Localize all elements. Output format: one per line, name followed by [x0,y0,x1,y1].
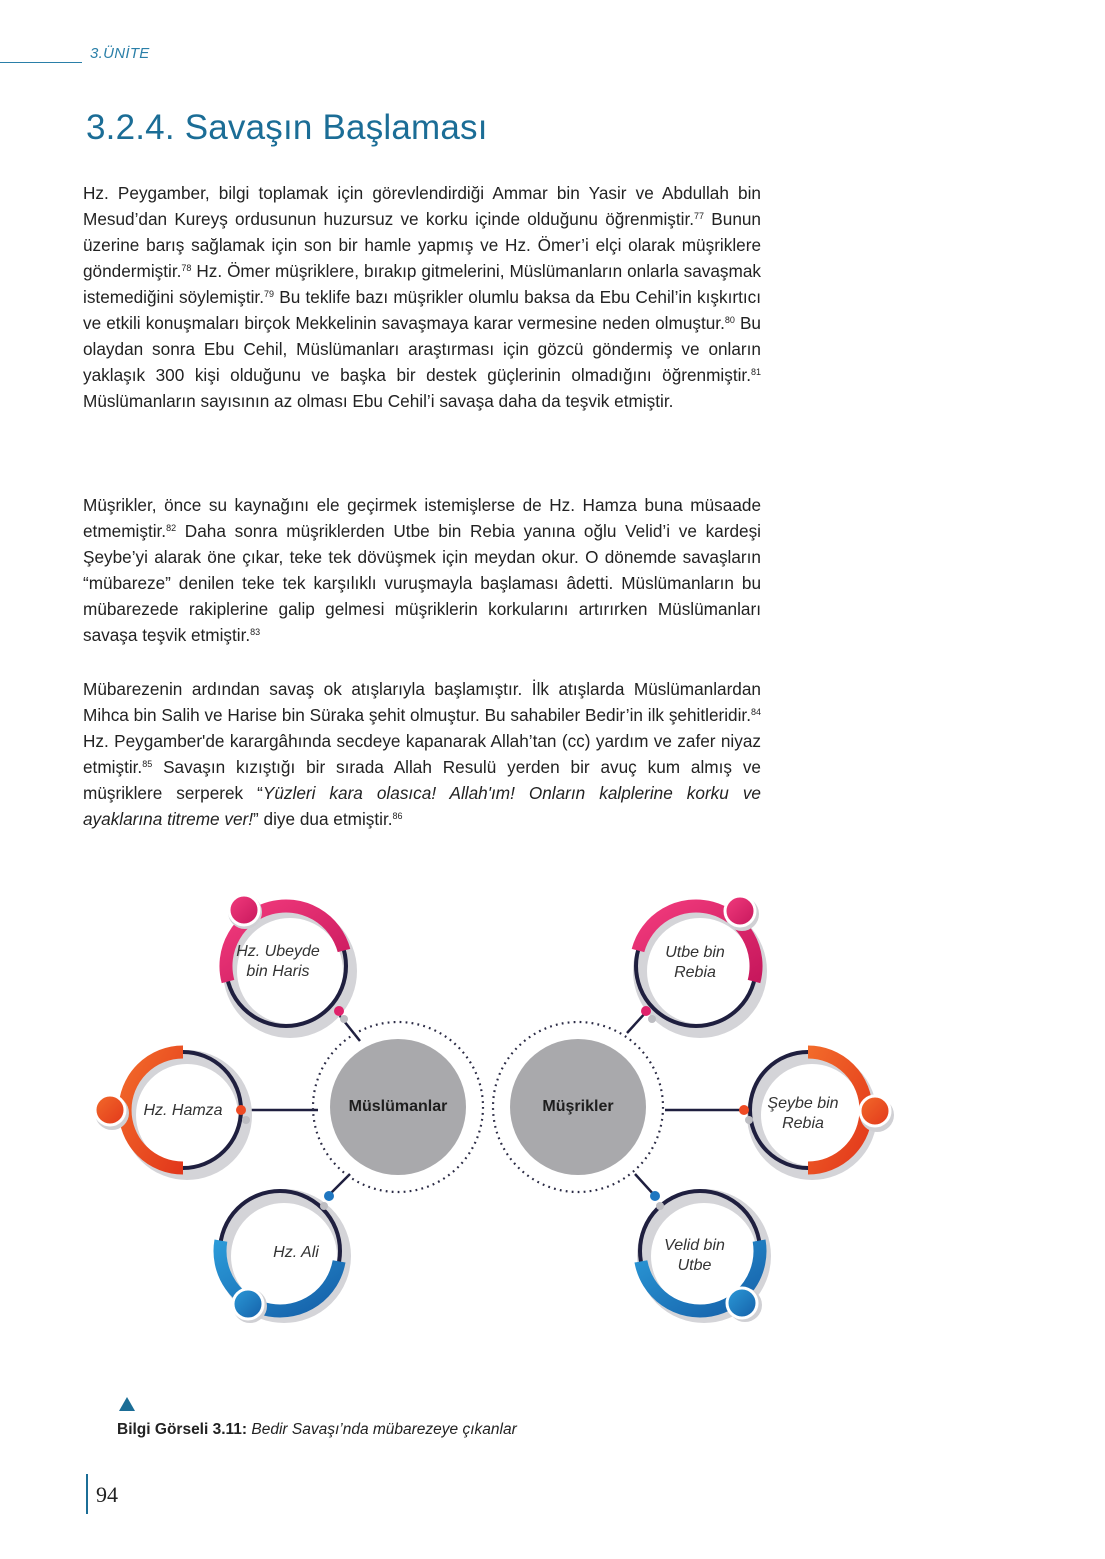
footnote-ref[interactable]: 84 [750,707,761,717]
caption-label: Bilgi Görseli 3.11: [117,1421,248,1438]
paragraph-1: Hz. Peygamber, bilgi toplamak için görevlendirdiği Ammar bin Yasir ve Abdullah bin Mesud’dan Kureyş ordusunun huzursuz ve korku içinde olduğunu öğrenmiştir.$^{77}$ Bunun üzerine barış sağlamak için son bir hamle yapmış ve Hz. Ömer’i elçi olarak müşriklere göndermiştir.$^{78}$ Hz. Ömer müşriklere, bırakıp gitmelerini, Müslümanların onlarla savaşmak istemediğini söylemiştir.$^{79}$ Bu teklife bazı müşrikler olumlu baksa da Ebu Cehil’in kışkırtıcı ve etkili konuşmaları birçok Mekkelinin savaşmaya karar vermesine neden olmuştur.$^{80}$ Bu olaydan sonra Ebu Cehil, Müslümanları araştırması için gözcü göndermiş ve onların yaklaşık 300 kişi olduğunu ve başka bir destek güçlerinin olmadığını öğrenmiştir.$^{81}$ Müslümanların sayısının az olması Ebu Cehil’i savaşa daha da teşvik etmiştir. [83,183,762,411]
footnote-ref[interactable]: 77 [694,211,705,221]
header-rule [0,62,82,63]
paragraph-2: Müşrikler, önce su kaynağını ele geçirmek istemişlerse de Hz. Hamza buna müsaade etmemiştir.$^{82}$ Daha sonra müşriklerden Utbe bin Rebia yanına oğlu Velid’i ve kardeşi Şeybe’yi alarak öne çıkar, teke tek dövüşmek için meydan okur. O dönemde savaşların “mübareze” denilen teke tek karşılıklı vuruşmayla başlaması âdetti. Müslümanların bu mübarezede rakiplerine galip gelmesi müşriklerin korkularını artırırken Müslümanları savaşa teşvik etmiştir.$^{83}$ [83,495,761,645]
caption-text: Bedir Savaşı’nda mübarezeye çıkanlar [247,1421,517,1438]
unit-label: 3.ÜNİTE [90,45,150,62]
caption-triangle-icon [119,1397,135,1411]
node-label-ubeyde: Hz. Ubeyde bin Haris [236,943,320,980]
node-label-utbe: Utbe bin Rebia [665,944,725,981]
footnote-ref[interactable]: 82 [166,523,177,533]
node-label-ali: Hz. Ali [273,1244,319,1261]
footnote-ref[interactable]: 85 [142,759,153,769]
dua-quote: Yüzleri kara olasıca! Allah'ım! Onların kalplerine korku ve ayaklarına titreme ver! [83,783,761,829]
footnote-ref[interactable]: 79 [264,289,275,299]
footnote-ref[interactable]: 81 [750,367,761,377]
mubareze-diagram [0,870,1105,1350]
figure-caption [117,1421,517,1439]
node-label-seybe: Şeybe bin Rebia [767,1095,839,1132]
footnote-ref[interactable]: 78 [181,263,192,273]
hub-label-muslumanlar: Müslümanlar [348,1098,448,1115]
footnote-ref[interactable]: 83 [250,627,261,637]
footer-rule [86,1474,88,1514]
footnote-ref[interactable]: 80 [724,315,735,325]
section-title: 3.2.4. Savaşın Başlaması [86,108,488,147]
hub-label-musrikler: Müşrikler [542,1098,614,1115]
paragraph-3: Mübarezenin ardından savaş ok atışlarıyla başlamıştır. İlk atışlarda Müslümanlardan Mihca bin Salih ve Harise bin Süraka şehit olmuştur. Bu sahabiler Bedir’in ilk şehitleridir.$^{84}$ Hz. Peygamber'de karargâhında secdeye kapanarak Allah’tan (cc) yardım ve zafer niyaz etmiştir.$^{85}$ Savaşın kızıştığı bir sırada Allah Resulü yerden bir avuç kum almış ve müşriklere serperek “Yüzleri kara olasıca! Allah'ım! Onların kalplerine korku ve ayaklarına titreme ver!” diye dua etmiştir.$^{86}$ [83,679,761,829]
node-label-hamza: Hz. Hamza [143,1102,223,1119]
node-label-velid: Velid bin Utbe [664,1237,725,1274]
footnote-ref[interactable]: 86 [392,811,403,821]
page-number: 94 [96,1482,118,1507]
